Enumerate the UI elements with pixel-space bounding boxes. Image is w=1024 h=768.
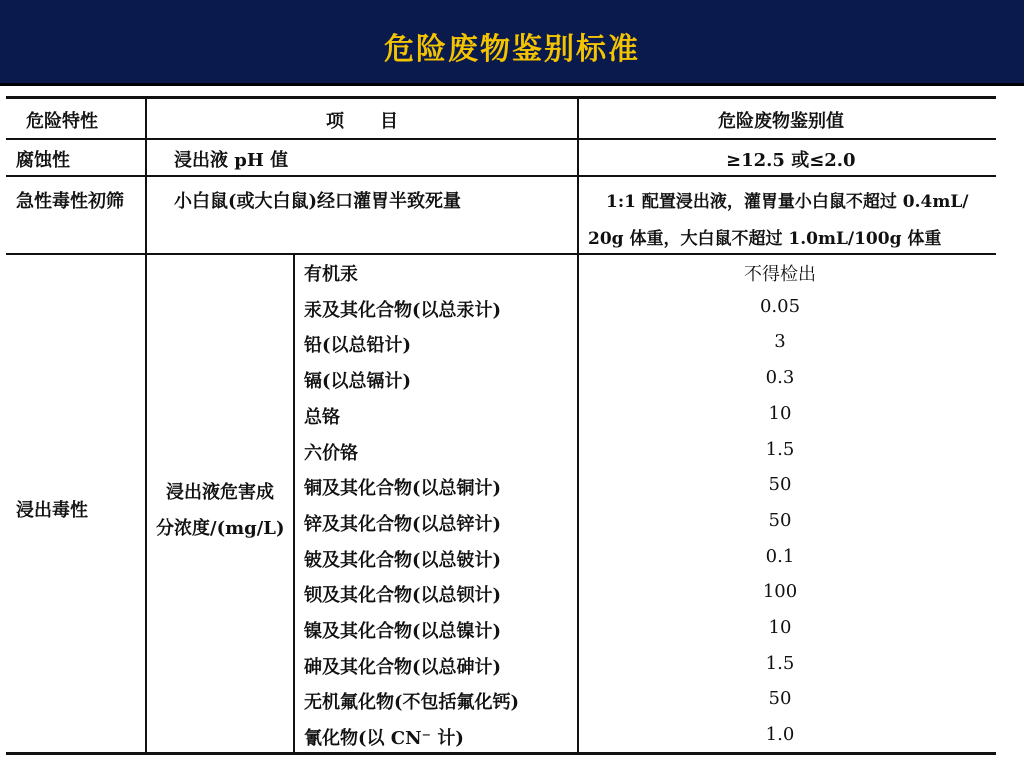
leaching-limit-value: 50: [768, 510, 792, 531]
leaching-limit-value: 3: [774, 331, 786, 352]
leaching-limit-value: 50: [768, 688, 792, 709]
table-rule-header: [6, 138, 996, 140]
header-item: 项 目: [326, 111, 398, 132]
table-rule-bottom: [6, 752, 996, 755]
leaching-limit-value: 1.5: [765, 439, 795, 460]
leaching-substance: 镉(以总镉计): [304, 371, 412, 392]
leaching-limit-value: 不得检出: [744, 264, 816, 285]
leaching-substance: 汞及其化合物(以总汞计): [304, 300, 502, 321]
leaching-substance: 锌及其化合物(以总锌计): [304, 514, 502, 535]
leaching-substance: 钡及其化合物(以总钡计): [304, 585, 502, 606]
standards-table: [6, 96, 996, 756]
row-acute-value-line2: 20g 体重，大白鼠不超过 1.0mL/100g 体重: [588, 229, 942, 249]
table-col-divider-2: [577, 96, 579, 754]
table-rule-top: [6, 96, 996, 99]
title-bar: [0, 0, 1024, 86]
leaching-substance: 镍及其化合物(以总镍计): [304, 621, 502, 642]
leaching-substance: 总铬: [304, 407, 340, 428]
leaching-substance: 铜及其化合物(以总铜计): [304, 478, 502, 499]
table-rule-acute: [6, 253, 996, 255]
leaching-substance: 六价铬: [304, 443, 358, 464]
header-value: 危险废物鉴别值: [718, 111, 844, 132]
row-leaching-characteristic: 浸出毒性: [16, 500, 88, 521]
leaching-limit-value: 10: [768, 403, 792, 424]
table-subcol-divider: [293, 253, 295, 754]
leaching-substance: 无机氟化物(不包括氟化钙): [304, 692, 520, 713]
leaching-limit-value: 1.0: [765, 724, 795, 745]
table-rule-corrosivity: [6, 175, 996, 177]
leaching-substance: 氰化物(以 CN⁻ 计): [304, 728, 464, 749]
row-acute-item: 小白鼠(或大白鼠)经口灌胃半致死量: [174, 191, 462, 212]
leaching-limit-value: 0.3: [765, 367, 795, 388]
row-corrosivity-item: 浸出液 pH 值: [174, 150, 289, 171]
row-acute-value-line1: 1:1 配置浸出液，灌胃量小白鼠不超过 0.4mL/: [606, 192, 969, 212]
leaching-substance: 砷及其化合物(以总砷计): [304, 657, 502, 678]
row-leaching-item-line2: 分浓度/(mg/L): [156, 518, 285, 539]
leaching-limit-value: 0.05: [759, 296, 801, 317]
leaching-limit-value: 0.1: [765, 546, 795, 567]
header-characteristic: 危险特性: [26, 111, 98, 132]
row-corrosivity-value: ≥12.5 或≤2.0: [726, 150, 856, 171]
row-corrosivity-characteristic: 腐蚀性: [16, 150, 70, 171]
row-leaching-item-line1: 浸出液危害成: [166, 482, 274, 503]
leaching-limit-value: 10: [768, 617, 792, 638]
leaching-limit-value: 1.5: [765, 653, 795, 674]
leaching-limit-value: 100: [762, 581, 798, 602]
leaching-substance: 铍及其化合物(以总铍计): [304, 550, 502, 571]
leaching-limit-value: 50: [768, 474, 792, 495]
table-col-divider-1: [145, 96, 147, 754]
leaching-substance: 有机汞: [304, 264, 358, 285]
row-acute-characteristic: 急性毒性初筛: [16, 191, 124, 212]
leaching-substance: 铅(以总铅计): [304, 335, 412, 356]
page-title: 危险废物鉴别标准: [384, 32, 640, 67]
